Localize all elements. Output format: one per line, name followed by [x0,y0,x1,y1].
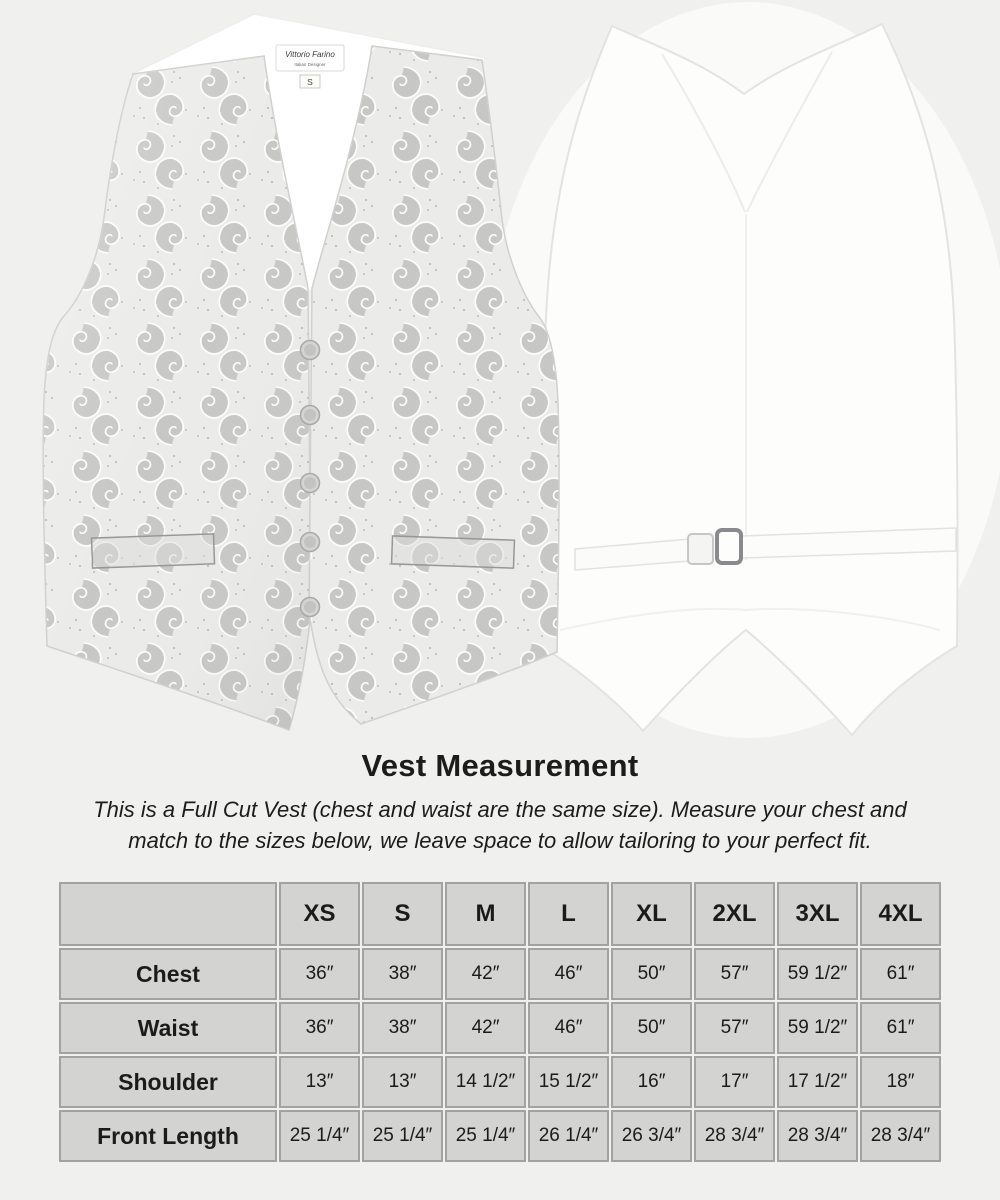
measurement-value-cell: 28 3/4″ [777,1110,858,1162]
subtitle-line-2: match to the sizes below, we leave space to allow tailoring to your perfect fit. [128,828,872,854]
table-row [59,1056,941,1108]
size-tag [300,75,320,88]
measurement-value-cell: 16″ [611,1056,692,1108]
welt-pocket-left [92,534,215,568]
measurement-value-cell: 13″ [279,1056,360,1108]
measurement-value-cell: 59 1/2″ [777,1002,858,1054]
size-column-header: M [445,882,526,946]
measurement-value-cell: 18″ [860,1056,941,1108]
welt-pocket-right [392,536,515,568]
measurement-value-cell: 61″ [860,948,941,1000]
size-column-header: 2XL [694,882,775,946]
measurement-value-cell: 14 1/2″ [445,1056,526,1108]
vest-button [301,341,320,360]
measurement-value-cell: 15 1/2″ [528,1056,609,1108]
measurement-value-cell: 38″ [362,948,443,1000]
vest-button [301,474,320,493]
table-row [59,1002,941,1054]
brand-label-text: Vittorio Farino [285,50,335,59]
measurement-value-cell: 28 3/4″ [860,1110,941,1162]
size-column-header: XS [279,882,360,946]
size-column-header: 3XL [777,882,858,946]
size-column-header: 4XL [860,882,941,946]
measurement-value-cell: 59 1/2″ [777,948,858,1000]
section-subtitle [0,794,1000,856]
measurement-row-label: Shoulder [59,1056,277,1108]
size-column-header: XL [611,882,692,946]
table-row [59,1110,941,1162]
size-column-header: S [362,882,443,946]
fabric-sheen-overlay [43,56,311,730]
measurement-value-cell: 28 3/4″ [694,1110,775,1162]
measurement-value-cell: 17″ [694,1056,775,1108]
vest-front-photo [43,14,559,730]
measurement-value-cell: 25 1/4″ [279,1110,360,1162]
measurement-value-cell: 61″ [860,1002,941,1054]
vest-back-photo [486,2,1000,738]
measurement-row-label: Chest [59,948,277,1000]
subtitle-line-1: This is a Full Cut Vest (chest and waist are the same size). Measure your chest and [93,797,907,822]
measurement-value-cell: 42″ [445,948,526,1000]
measurement-value-cell: 57″ [694,948,775,1000]
page-title: Vest Measurement [361,748,639,783]
vest-button [301,598,320,617]
measurement-value-cell: 26 3/4″ [611,1110,692,1162]
measurement-value-cell: 36″ [279,948,360,1000]
table-row [59,948,941,1000]
measurement-value-cell: 42″ [445,1002,526,1054]
measurement-value-cell: 17 1/2″ [777,1056,858,1108]
measurement-value-cell: 46″ [528,948,609,1000]
vest-back-body [541,24,958,735]
measurement-value-cell: 25 1/4″ [362,1110,443,1162]
vest-button [301,406,320,425]
measurement-row-label: Waist [59,1002,277,1054]
size-tag-text: S [307,77,313,87]
measurement-value-cell: 26 1/4″ [528,1110,609,1162]
measurement-value-cell: 13″ [362,1056,443,1108]
size-header-row [59,882,941,946]
brand-label [276,45,344,71]
measurement-value-cell: 25 1/4″ [445,1110,526,1162]
measurement-value-cell: 57″ [694,1002,775,1054]
measurement-value-cell: 46″ [528,1002,609,1054]
measurement-section [0,748,1000,856]
vest-button [301,533,320,552]
size-column-header: L [528,882,609,946]
corner-cell [59,882,277,946]
measurement-value-cell: 36″ [279,1002,360,1054]
measurement-row-label: Front Length [59,1110,277,1162]
size-chart-table [57,880,943,1164]
measurement-value-cell: 50″ [611,948,692,1000]
brand-sublabel-text: Italian Designer [294,62,326,67]
measurement-value-cell: 50″ [611,1002,692,1054]
measurement-value-cell: 38″ [362,1002,443,1054]
